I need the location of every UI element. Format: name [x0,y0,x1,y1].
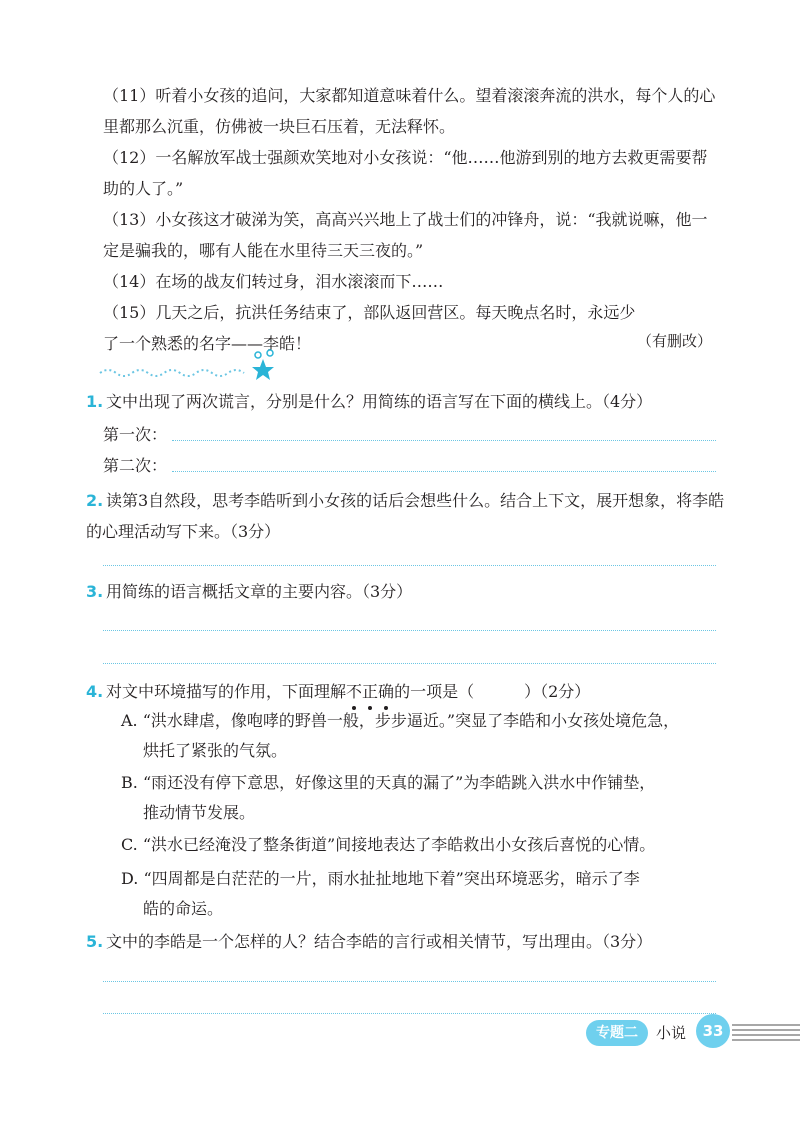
question-number: 4. [86,682,104,701]
option-c[interactable] [121,830,721,860]
option-text: “洪水肆虐，像咆哮的野兽一般，步步逼近。”突显了李皓和小女孩处境危急， [142,711,680,730]
paragraph-13: （13）小女孩这才破涕为笑，高高兴兴地上了战士们的冲锋舟，说：“我就说嘛，他一定是骗我的，哪有人能在水里待三天三夜的。” [103,210,708,260]
answer-line-q5-2[interactable] [103,1013,716,1014]
paragraph-15: （15）几天之后，抗洪任务结束了，部队返回营区。每天晚点名时，永远少了一个熟悉的名字——李皓！ [103,303,636,353]
paragraph-12: （12）一名解放军战士强颜欢笑地对小女孩说：“他……他游到别的地方去救更需要帮助的人了。” [103,148,708,198]
question-1 [86,390,726,414]
question-number: 2. [86,491,104,510]
option-label: D. [121,869,139,888]
emphasis-char: 确 [378,680,394,704]
wavy-divider-icon [98,345,288,385]
option-text: 皓的命运。 [143,899,224,918]
section-title: 小说 [656,1024,687,1042]
question-text: ）（2分） [524,682,591,701]
question-4 [86,680,726,704]
emphasis-char: 不 [346,680,362,704]
question-text: 文中的李皓是一个怎样的人？结合李皓的言行或相关情节，写出理由。（3分） [106,932,653,951]
answer-line-first[interactable] [172,440,716,441]
answer-label-second: 第二次： [103,456,168,475]
question-2 [86,485,726,547]
option-text: “四周都是白茫茫的一片，雨水扯扯地地下着”突出环境恶劣，暗示了李 [143,869,640,888]
question-number: 3. [86,582,104,601]
option-label: A. [121,711,138,730]
star-icon [252,350,274,380]
answer-line-q3-1[interactable] [103,630,716,631]
answer-line-q5-1[interactable] [103,981,716,982]
option-label: B. [121,773,138,792]
emphasis-char: 正 [362,680,378,704]
option-text: “洪水已经淹没了整条街道”间接地表达了李皓救出小女孩后喜悦的心情。 [142,835,656,854]
question-number: 5. [86,932,104,951]
footer-lines-icon [732,1022,800,1042]
question-text: 文中出现了两次谎言，分别是什么？用简练的语言写在下面的横线上。（4分） [106,392,653,411]
paragraph-14: （14）在场的战友们转过身，泪水滚滚而下…… [103,272,444,291]
question-text: 的一项是（ [394,682,475,701]
answer-line-q2[interactable] [103,565,716,566]
option-text: “雨还没有停下意思，好像这里的天真的漏了”为李皓跳入洪水中作铺垫， [142,773,656,792]
option-label: C. [121,835,138,854]
answer-line-second[interactable] [172,471,716,472]
paragraph-11: （11）听着小女孩的追问，大家都知道意味着什么。望着滚滚奔流的洪水，每个人的心里都那么沉重，仿佛被一块巨石压着，无法释怀。 [103,86,716,136]
option-a[interactable] [121,706,721,766]
answer-line-q3-2[interactable] [103,663,716,664]
page-number: 33 [696,1014,730,1048]
option-b[interactable] [121,768,721,828]
source-note: （有删改） [636,332,712,350]
topic-badge: 专题二 [586,1020,648,1046]
question-5 [86,930,726,954]
question-text: 读第3自然段，思考李皓听到小女孩的话后会想些什么。结合上下文，展开想象，将李皓的心理活动写下来。（3分） [86,491,725,541]
answer-label-first: 第一次： [103,425,168,444]
option-text: 推动情节发展。 [143,803,256,822]
option-d[interactable] [121,864,721,924]
option-text: 烘托了紧张的气氛。 [143,741,288,760]
question-number: 1. [86,392,104,411]
question-text: 对文中环境描写的作用，下面理解 [106,682,347,701]
question-text: 用简练的语言概括文章的主要内容。（3分） [106,582,413,601]
question-3 [86,580,726,604]
